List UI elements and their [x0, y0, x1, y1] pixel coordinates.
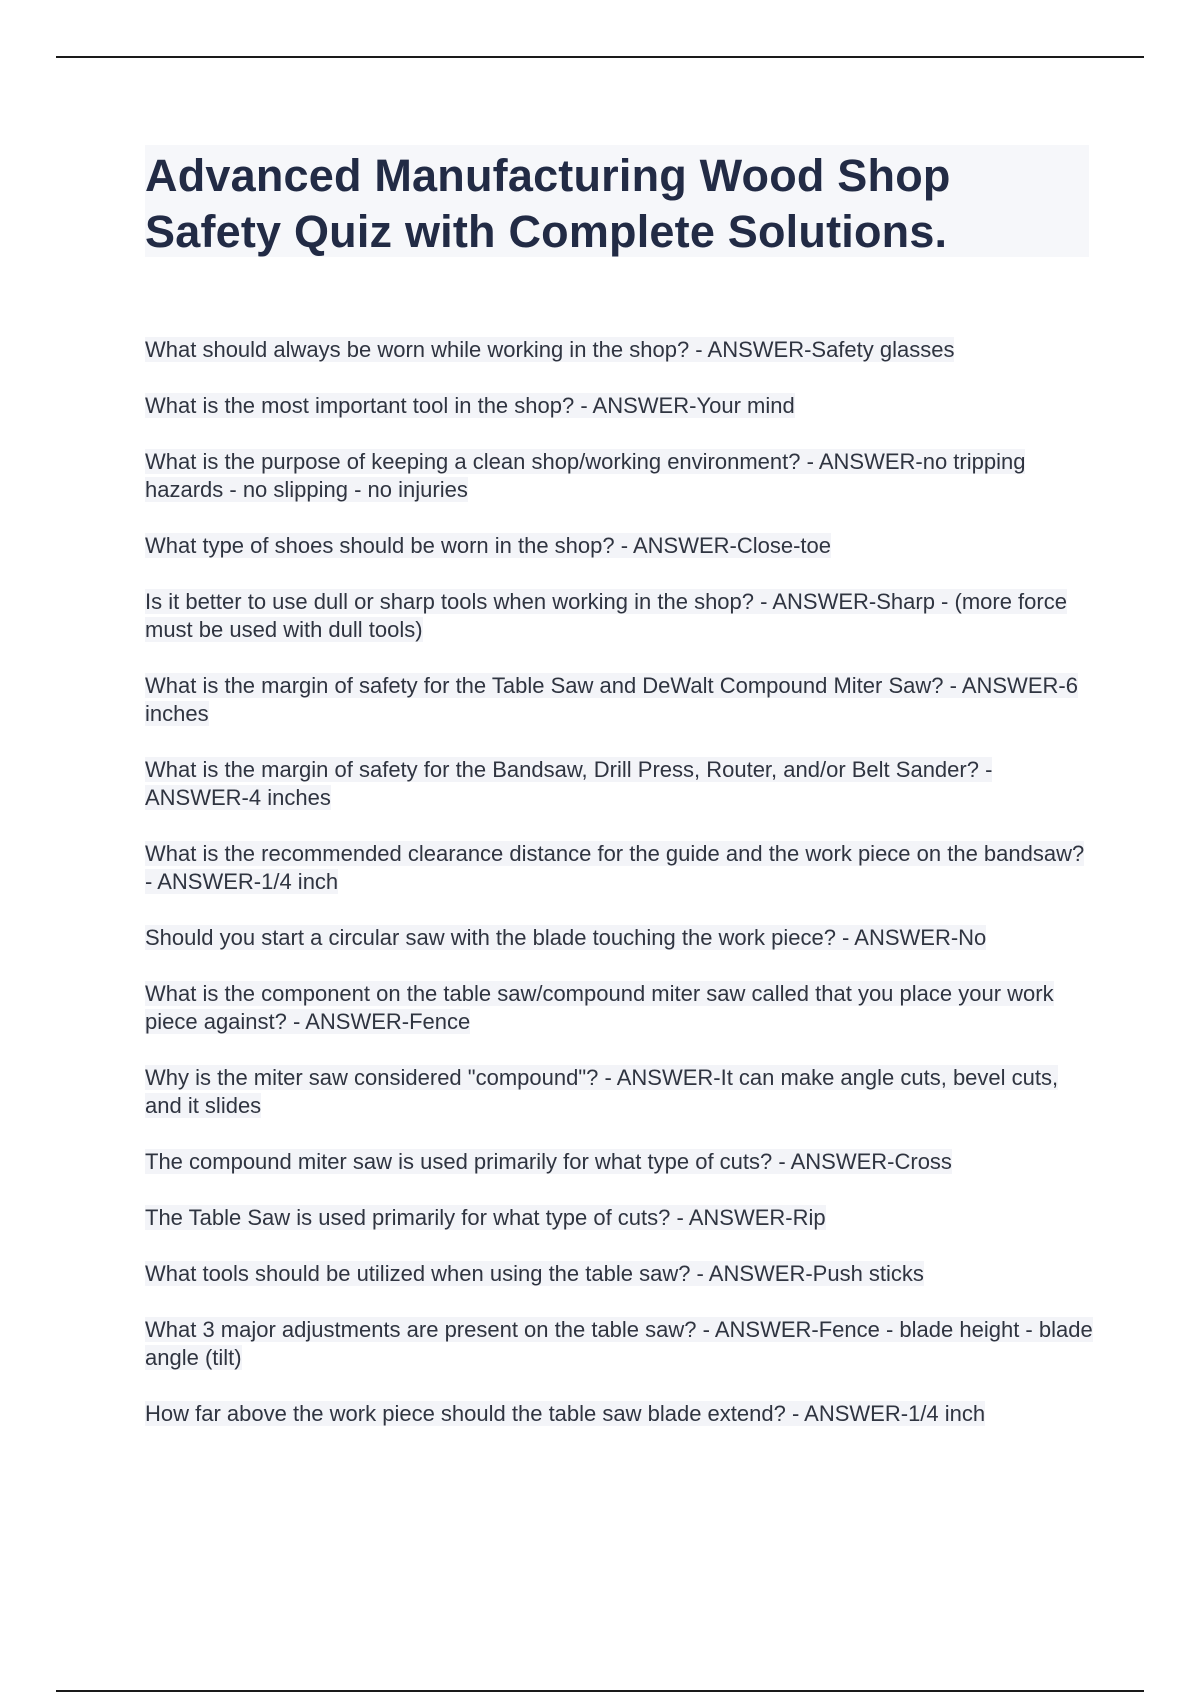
qa-text: What is the margin of safety for the Bandsaw, Drill Press, Router, and/or Belt Sander? - ANSWER-4 inches: [145, 757, 993, 810]
qa-text: What is the margin of safety for the Table Saw and DeWalt Compound Miter Saw? - ANSWER-6 inches: [145, 673, 1078, 726]
qa-item: [145, 924, 1095, 952]
qa-text: What is the recommended clearance distance for the guide and the work piece on the bandsaw? - ANSWER-1/4 inch: [145, 841, 1085, 894]
qa-item: [145, 392, 1095, 420]
qa-text: The compound miter saw is used primarily for what type of cuts? - ANSWER-Cross: [145, 1149, 952, 1174]
qa-text: How far above the work piece should the table saw blade extend? - ANSWER-1/4 inch: [145, 1401, 986, 1426]
qa-item: [145, 336, 1095, 364]
qa-item: [145, 1400, 1095, 1428]
qa-text: Should you start a circular saw with the blade touching the work piece? - ANSWER-No: [145, 925, 987, 950]
qa-item: [145, 1316, 1095, 1372]
qa-text: What is the most important tool in the shop? - ANSWER-Your mind: [145, 393, 795, 418]
qa-item: [145, 1204, 1095, 1232]
qa-text: What 3 major adjustments are present on the table saw? - ANSWER-Fence - blade height - blade angle (tilt): [145, 1317, 1093, 1370]
qa-item: [145, 840, 1095, 896]
qa-item: [145, 1148, 1095, 1176]
qa-item: [145, 756, 1095, 812]
qa-text: What is the purpose of keeping a clean shop/working environment? - ANSWER-no tripping hazards - no slipping - no injuries: [145, 449, 1026, 502]
qa-text: Why is the miter saw considered "compound"? - ANSWER-It can make angle cuts, bevel cuts, and it slides: [145, 1065, 1059, 1118]
qa-text: The Table Saw is used primarily for what type of cuts? - ANSWER-Rip: [145, 1205, 826, 1230]
qa-text: What should always be worn while working in the shop? - ANSWER-Safety glasses: [145, 337, 955, 362]
bottom-rule: [56, 1690, 1144, 1692]
qa-item: [145, 1064, 1095, 1120]
qa-text: What tools should be utilized when using the table saw? - ANSWER-Push sticks: [145, 1261, 924, 1286]
top-rule: [56, 56, 1144, 58]
qa-item: [145, 588, 1095, 644]
qa-item: [145, 1260, 1095, 1288]
qa-text: What type of shoes should be worn in the shop? - ANSWER-Close-toe: [145, 533, 832, 558]
qa-item: [145, 672, 1095, 728]
title-block: [145, 145, 1089, 257]
qa-item: [145, 532, 1095, 560]
qa-text: Is it better to use dull or sharp tools when working in the shop? - ANSWER-Sharp - (more force must be used with dull tools): [145, 589, 1067, 642]
qa-item: [145, 980, 1095, 1036]
qa-text: What is the component on the table saw/compound miter saw called that you place your work piece against? - ANSWER-Fence: [145, 981, 1054, 1034]
qa-item: [145, 448, 1095, 504]
qa-list: [145, 336, 1095, 1456]
document-title: Advanced Manufacturing Wood Shop Safety Quiz with Complete Solutions.: [145, 150, 951, 257]
